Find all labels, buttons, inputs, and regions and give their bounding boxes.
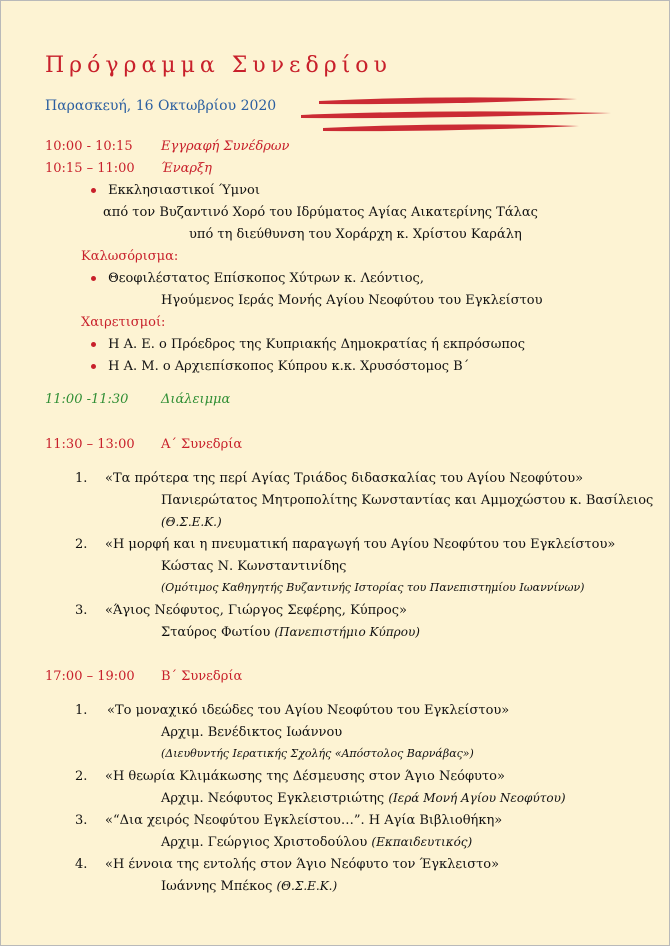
greetings-label: Χαιρετισμοί:: [81, 315, 166, 330]
talk-number: 3.: [75, 603, 88, 618]
talk-affiliation: (Διευθυντής Ιερατικής Σχολής «Απόστολος Βαρνάβας»): [161, 747, 474, 760]
bullet-icon: [91, 188, 96, 193]
talk-speaker-line: [161, 879, 337, 894]
talk-number: 3.: [75, 813, 88, 828]
talk-speaker: Αρχιμ. Βενέδικτος Ιωάννου: [161, 725, 343, 740]
opening-time: 10:15 – 11:00: [45, 161, 135, 176]
talk-number: 2.: [75, 537, 88, 552]
talk-speaker-line: [161, 791, 566, 806]
page-title: Πρόγραμμα Συνεδρίου: [45, 53, 392, 78]
talk-affiliation: (Ιερά Μονή Αγίου Νεοφύτου): [388, 791, 566, 805]
registration-label: Εγγραφή Συνέδρων: [161, 139, 290, 154]
break-time: 11:00 -11:30: [45, 392, 129, 407]
talk-number: 1.: [75, 471, 88, 486]
talk-speaker: Αρχιμ. Γεώργιος Χριστοδούλου: [161, 835, 368, 850]
greeting-item: Η Α. Μ. ο Αρχιεπίσκοπος Κύπρου κ.κ. Χρυσόστομος Β΄: [108, 359, 470, 374]
welcome-label: Καλωσόρισμα:: [81, 249, 179, 264]
break-label: Διάλειμμα: [161, 392, 231, 407]
talk-title: «Το μοναχικό ιδεώδες του Αγίου Νεοφύτου του Εγκλείστου»: [107, 703, 510, 718]
list-item: [91, 337, 525, 352]
talk-number: 1.: [75, 703, 88, 718]
bullet-icon: [91, 364, 96, 369]
talk-affiliation: (Θ.Σ.Ε.Κ.): [161, 515, 222, 529]
talk-speaker: Ιωάννης Μπέκος: [161, 879, 273, 894]
talk-speaker: Σταύρος Φωτίου: [161, 625, 271, 640]
list-item: [91, 271, 424, 286]
event-date: Παρασκευή, 16 Οκτωβρίου 2020: [45, 98, 277, 114]
hymns-item: Εκκλησιαστικοί Ύμνοι: [108, 183, 260, 198]
welcome-title: Ηγούμενος Ιεράς Μονής Αγίου Νεοφύτου του Εγκλείστου: [161, 293, 543, 308]
talk-title: «“Δια χειρός Νεοφύτου Εγκλείστου…”. Η Αγία Βιβλιοθήκη»: [105, 813, 503, 828]
bullet-icon: [91, 276, 96, 281]
talk-affiliation: (Εκπαιδευτικός): [371, 835, 473, 849]
welcome-item: Θεοφιλέστατος Επίσκοπος Χύτρων κ. Λεόντιος,: [108, 271, 424, 286]
talk-title: «Η μορφή και η πνευματική παραγωγή του Αγίου Νεοφύτου του Εγκλείστου»: [105, 537, 616, 552]
talk-title: «Η θεωρία Κλιμάκωσης της Δέσμευσης στον Άγιο Νεόφυτο»: [105, 769, 505, 784]
talk-speaker: Αρχιμ. Νεόφυτος Εγκλειστριώτης: [161, 791, 385, 806]
list-item: [91, 359, 469, 374]
registration-time: 10:00 - 10:15: [45, 139, 133, 154]
talk-affiliation: (Θ.Σ.Ε.Κ.): [276, 879, 338, 893]
talk-number: 2.: [75, 769, 88, 784]
talk-speaker-line: [161, 835, 472, 850]
hymns-director: υπό τη διεύθυνση του Χοράρχη κ. Χρίστου Καράλη: [189, 227, 522, 242]
list-item: [91, 183, 260, 198]
session-a-time: 11:30 – 13:00: [45, 437, 135, 452]
talk-number: 4.: [75, 857, 88, 872]
talk-speaker: Κώστας Ν. Κωνσταντινίδης: [161, 559, 347, 574]
talk-affiliation: (Ομότιμος Καθηγητής Βυζαντινής Ιστορίας του Πανεπιστημίου Ιωαννίνων): [161, 581, 585, 594]
talk-title: «Άγιος Νεόφυτος, Γιώργος Σεφέρης, Κύπρος»: [105, 603, 407, 618]
talk-title: «Τα πρότερα της περί Αγίας Τριάδος διδασκαλίας του Αγίου Νεοφύτου»: [105, 471, 584, 486]
greeting-item: Η Α. Ε. ο Πρόεδρος της Κυπριακής Δημοκρατίας ή εκπρόσωπος: [108, 337, 526, 352]
talk-speaker-line: [161, 625, 420, 640]
session-b-time: 17:00 – 19:00: [45, 669, 135, 684]
talk-speaker: Πανιερώτατος Μητροπολίτης Κωνσταντίας και Αμμοχώστου κ. Βασίλειος: [161, 493, 654, 508]
opening-label: Έναρξη: [161, 161, 212, 176]
talk-title: «Η έννοια της εντολής στον Άγιο Νεόφυτο τον Έγκλειστο»: [105, 857, 500, 872]
talk-affiliation: (Πανεπιστήμιο Κύπρου): [274, 625, 420, 639]
session-b-label: Β΄ Συνεδρία: [161, 669, 243, 684]
bullet-icon: [91, 342, 96, 347]
hymns-choir: από τον Βυζαντινό Χορό του Ιδρύματος Αγίας Αικατερίνης Τάλας: [103, 205, 538, 220]
session-a-label: Α΄ Συνεδρία: [161, 437, 243, 452]
